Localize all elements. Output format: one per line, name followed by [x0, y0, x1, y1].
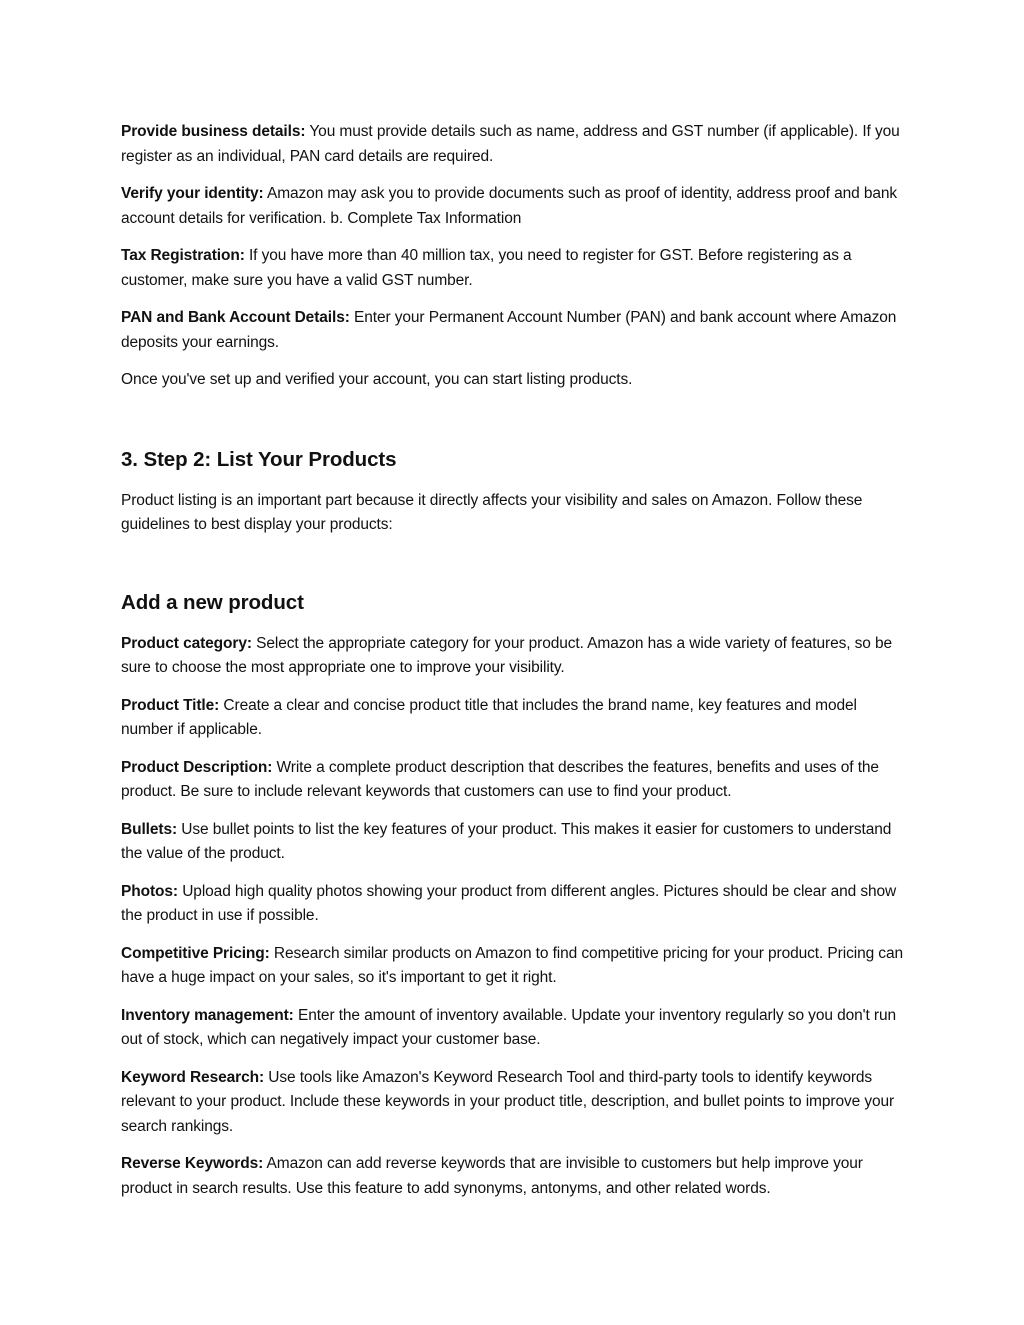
account-setup-section: [121, 120, 911, 393]
paragraph-label: Keyword Research:: [121, 1068, 265, 1086]
inventory-management-paragraph: [121, 1004, 911, 1053]
paragraph-text: Enter your Permanent Account Number (PAN) and bank account where Amazon deposits your earnings.: [121, 309, 897, 351]
business-details-paragraph: [121, 120, 911, 169]
step-2-heading: 3. Step 2: List Your Products: [121, 447, 397, 471]
paragraph-label: Inventory management:: [121, 1006, 294, 1024]
pan-bank-paragraph: [121, 306, 911, 355]
section-spacer: [121, 551, 911, 589]
competitive-pricing-paragraph: [121, 942, 911, 991]
verify-identity-paragraph: [121, 182, 911, 231]
paragraph-text: Write a complete product description that describes the features, benefits and uses of the product. Be sure to include relevant keywords that customers can use to find your product.: [121, 758, 879, 800]
paragraph-label: Reverse Keywords:: [121, 1155, 264, 1172]
paragraph-label: Provide business details:: [121, 123, 306, 140]
paragraph-text: If you have more than 40 million tax, you need to register for GST. Before registering as a customer, make sure you have a valid GST number.: [121, 247, 852, 289]
paragraph-label: Product Title:: [121, 696, 220, 714]
paragraph-label: Product category:: [121, 634, 252, 652]
paragraph-label: Product Description:: [121, 758, 273, 776]
product-title-paragraph: [121, 694, 911, 743]
paragraph-text: You must provide details such as name, address and GST number (if applicable). If you register as an individual, PAN card details are required.: [121, 123, 900, 165]
add-product-heading: Add a new product: [121, 590, 304, 614]
bullets-paragraph: [121, 818, 911, 867]
paragraph-label: PAN and Bank Account Details:: [121, 309, 350, 326]
reverse-keywords-paragraph: [121, 1152, 911, 1201]
paragraph-text: Use bullet points to list the key features of your product. This makes it easier for customers to understand the value of the product.: [121, 820, 892, 862]
paragraph-text: Research similar products on Amazon to find competitive pricing for your product. Pricing can have a huge impact on your sales, so it's important to get it right.: [121, 944, 904, 986]
list-products-intro: Product listing is an important part because it directly affects your visibility and sales on Amazon. Follow these guidelines to best display your products:: [121, 491, 863, 533]
paragraph-text: Amazon may ask you to provide documents such as proof of identity, address proof and bank account details for verification. b. Complete Tax Information: [121, 185, 898, 227]
product-category-paragraph: [121, 632, 911, 681]
keyword-research-paragraph: [121, 1066, 911, 1140]
section-spacer: [121, 406, 911, 446]
product-description-paragraph: [121, 756, 911, 805]
paragraph-label: Photos:: [121, 882, 178, 900]
photos-paragraph: [121, 880, 911, 929]
paragraph-text: Use tools like Amazon's Keyword Research Tool and third-party tools to identify keywords relevant to your product. Include these keywords in your product title, description, and bullet points to improve your search rankings.: [121, 1068, 895, 1135]
tax-registration-paragraph: [121, 244, 911, 293]
paragraph-label: Verify your identity:: [121, 185, 264, 202]
paragraph-label: Bullets:: [121, 820, 178, 838]
document-page: [121, 120, 911, 1214]
paragraph-label: Competitive Pricing:: [121, 944, 270, 962]
paragraph-text: Enter the amount of inventory available. Update your inventory regularly so you don't run out of stock, which can negatively impact your customer base.: [121, 1006, 897, 1048]
paragraph-text: Amazon can add reverse keywords that are invisible to customers but help improve your product in search results. Use this feature to add synonyms, antonyms, and other related words.: [121, 1155, 863, 1197]
paragraph-label: Tax Registration:: [121, 247, 245, 264]
paragraph-text: Create a clear and concise product title that includes the brand name, key features and model number if applicable.: [121, 696, 857, 738]
paragraph-text: Upload high quality photos showing your product from different angles. Pictures should be clear and show the product in use if possible.: [121, 882, 897, 924]
list-products-section: [121, 446, 911, 538]
closing-paragraph: Once you've set up and verified your account, you can start listing products.: [121, 371, 633, 388]
add-product-section: [121, 589, 911, 1202]
paragraph-text: Select the appropriate category for your product. Amazon has a wide variety of features, so be sure to choose the most appropriate one to improve your visibility.: [121, 634, 893, 676]
